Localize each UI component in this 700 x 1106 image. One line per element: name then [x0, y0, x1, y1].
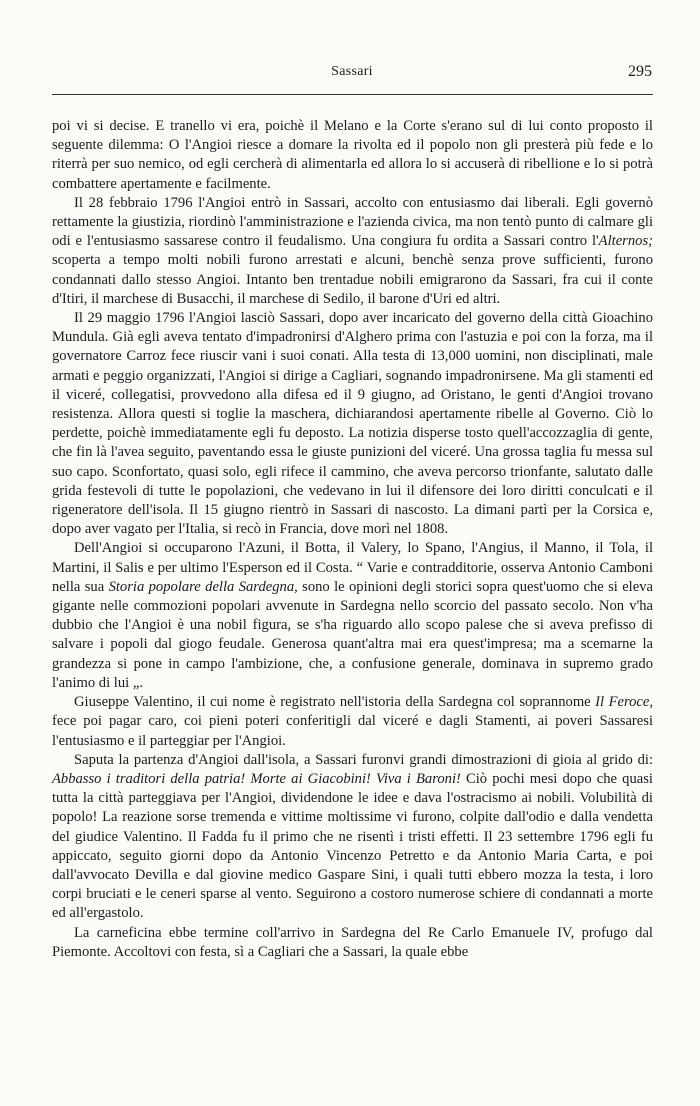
italic-text: Il Feroce,: [595, 694, 653, 711]
text-run: Ciò pochi mesi dopo che quasi tutta la città parteggiava per l'Angioi, dividendone le idee e dava l'ostracismo ai nobili. Volubilità di popolo! La reazione sorse tremenda e vittime moltissime vi furono, colpite dall'odio e dalla vendetta del giudice Valentino. Il Fadda fu il primo che ne risentì i tristi effetti. Il 23 settembre 1796 egli fu appiccato, seguito giorni dopo da Antonio Vincenzo Petretto e da Antonio Maria Carta, e poi dall'avvocato Devilla e dal giovine medico Gaspare Sini, i quali tutti ebbero mozza la testa, i loro corpi bruciati e le ceneri sparse al vento. Seguirono a costoro numerose schiere di condannati a morte ed all'ergastolo.: [52, 770, 653, 922]
paragraph: [52, 194, 653, 309]
page-number: 295: [628, 63, 652, 80]
text-run: scoperta a tempo molti nobili furono arrestati e alcuni, benchè senza prove sufficienti, furono condannati dallo stesso Angioi. Intanto ben trentadue nobili emigrarono da Sassari, fra cui il conte d'Itiri, il marchese di Busacchi, il marchese di Sedilo, il barone d'Uri ed altri.: [52, 252, 653, 307]
text-run: Il 29 maggio 1796 l'Angioi lasciò Sassari, dopo aver incaricato del governo della città Gioachino Mundula. Già egli aveva tentato d'impadronirsi d'Alghero prima con l'astuzia e poi con la forza, ma il governatore Carroz fece riuscir vani i suoi conati. Alla testa di 13,000 uomini, non disciplinati, male armati e peggio organizzati, l'Angioi si dirige a Cagliari, sognando impadronirsene. Ma gli stamenti ed il viceré, collegatisi, provvedono alla difesa ed il 9 giugno, ad Oristano, le genti d'Angioi trovano resistenza. Allora questi si toglie la maschera, dichiarandosi apertamente ribelle al Governo. Ciò lo perdette, poichè immediatamente egli fu deposto. La notizia disperse tosto quell'accozzaglia di gente, che fin là l'avea seguito, paventando essa le giuste punizioni del viceré. Una grossa taglia fu messa sul suo capo. Sconfortato, quasi solo, egli rifece il cammino, che aveva percorso trionfante, salutato dalle grida festevoli di tutte le popolazioni, che vedevano in lui il difensore dei loro diritti conculcati e il rigeneratore dell'isola. Il 15 giugno rientrò in Sassari di nascosto. La dimani partì per la Corsica e, dopo aver vagato per l'Italia, si recò in Francia, dove morì nel 1808.: [52, 310, 653, 538]
italic-text: Storia popolare della Sardegna,: [108, 578, 298, 595]
body-text: [52, 117, 653, 962]
paragraph: [52, 751, 653, 924]
running-title: Sassari: [331, 64, 373, 79]
paragraph: [52, 539, 653, 693]
paragraph: [52, 693, 653, 751]
text-run: Giuseppe Valentino, il cui nome è registrato nell'istoria della Sardegna col soprannome: [74, 694, 596, 711]
text-run: Il 28 febbraio 1796 l'Angioi entrò in Sassari, accolto con entusiasmo dai liberali. Egli governò rettamente la giustizia, riordinò l'amministrazione e l'azienda civica, ma non tentò punto di calmare gli odi e l'entusiasmo sassarese contro il feudalismo. Una congiura fu ordita a Sassari contro l': [52, 194, 653, 250]
page-header: [52, 64, 652, 86]
text-run: sono le opinioni degli storici sopra quest'uomo che si eleva gigante nelle commozioni popolari avvenute in Sardegna nello scorcio del passato secolo. Non v'ha dubbio che l'Angioi è una nobil figura, se s'ha riguardo allo scopo palese che si aveva prefisso di salvare i popoli dal giogo feudale. Generosa quant'altra mai era quest'impresa; ma a scemarne la grandezza si pone in campo l'ambizione, che, a confusione generale, dominava in supremo grado l'animo di lui „.: [52, 578, 653, 691]
text-run: Saputa la partenza d'Angioi dall'isola, a Sassari furonvi grandi dimostrazioni di gioia al grido di:: [74, 751, 653, 768]
text-run: La carneficina ebbe termine coll'arrivo in Sardegna del Re Carlo Emanuele IV, profugo dal Piemonte. Accoltovi con festa, sì a Cagliari che a Sassari, la quale ebbe: [52, 924, 653, 960]
italic-text: Abbasso i traditori della patria! Morte ai Giacobini! Viva i Baroni!: [52, 770, 461, 787]
paragraph: [52, 924, 653, 962]
header-rule: [52, 94, 653, 95]
italic-text: Alternos;: [598, 233, 653, 250]
text-run: poi vi si decise. E tranello vi era, poichè il Melano e la Corte s'erano sul di lui conto proposto il seguente dilemma: O l'Angioi riesce a domare la rivolta ed il popolo non gli presterà più fede e lo riterrà per suo nemico, od egli cercherà di alimentarla ed allora lo si accuserà di ribellione e lo si potrà combattere apertamente e facilmente.: [52, 118, 653, 192]
text-run: Dell'Angioi si occuparono l'Azuni, il Botta, il Valery, lo Spano, l'Angius, il Manno, il Tola, il Martini, il Salis e per ultimo l'Esperson ed il Costa. “ Varie e contradditorie, osserva Antonio Camboni nella sua: [52, 540, 653, 595]
text-run: fece poi pagar caro, coi pieni poteri conferitigli dal viceré e dagli Stamenti, ai poveri Sassaresi l'entusiasmo e il parteggiar per l'Angioi.: [52, 713, 653, 749]
paragraph: [52, 309, 653, 539]
paragraph: [52, 117, 653, 194]
